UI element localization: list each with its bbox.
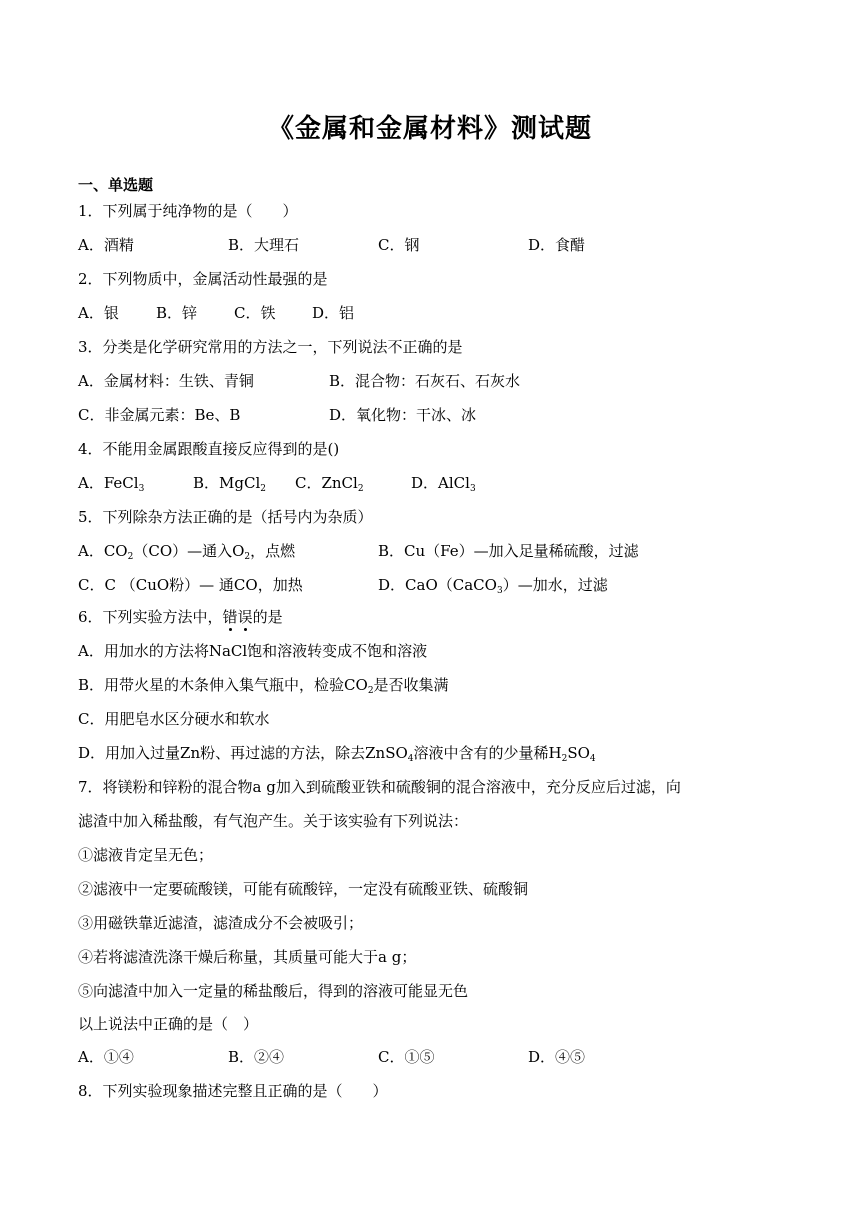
q4-option-b: B．MgCl$_2$	[193, 474, 266, 494]
q1-option-d: D．食醋	[528, 236, 586, 254]
question-7-stem: 7．将镁粉和锌粉的混合物a g加入到硫酸亚铁和硫酸铜的混合溶液中，充分反应后过滤，向	[78, 778, 681, 796]
q3-option-d: D．氧化物：干冰、冰	[329, 406, 477, 424]
q7-option-a: A．①④	[78, 1048, 134, 1066]
q3-option-b: B．混合物：石灰石、石灰水	[329, 372, 521, 390]
q2-option-d: D．铝	[312, 304, 355, 322]
question-3-stem: 3．分类是化学研究常用的方法之一，下列说法不正确的是	[78, 338, 463, 356]
question-8-stem: 8．下列实验现象描述完整且正确的是（ ）	[78, 1082, 388, 1100]
q7-statement-4: ④若将滤渣洗涤干燥后称量，其质量可能大于a g；	[78, 948, 417, 966]
q1-option-b: B．大理石	[228, 236, 300, 254]
q2-option-a: A．银	[78, 304, 119, 322]
q5-option-b: B．Cu（Fe）—加入足量稀硫酸，过滤	[378, 542, 639, 560]
q7-statement-2: ②滤液中一定要硫酸镁，可能有硫酸锌，一定没有硫酸亚铁、硫酸铜	[78, 880, 529, 898]
question-6-stem: 6．下列实验方法中，错误的是	[78, 608, 283, 626]
q5-option-c: C．C （CuO粉）— 通CO，加热	[78, 576, 303, 594]
q4-option-d: D．AlCl$_3$	[411, 474, 476, 494]
q6-option-b: B．用带火星的木条伸入集气瓶中，检验$CO_2$是否收集满	[78, 676, 449, 696]
question-5-stem: 5．下列除杂方法正确的是（括号内为杂质）	[78, 508, 373, 526]
q7-option-c: C．①⑤	[378, 1048, 435, 1066]
q7-option-d: D．④⑤	[528, 1048, 586, 1066]
q6-option-a: A．用加水的方法将NaCl饱和溶液转变成不饱和溶液	[78, 642, 428, 660]
q7-statement-1: ①滤液肯定呈无色；	[78, 846, 214, 864]
q3-option-a: A．金属材料：生铁、青铜	[78, 372, 254, 390]
emphasis-mark: 误	[237, 608, 253, 626]
q7-option-b: B．②④	[228, 1048, 285, 1066]
question-2-stem: 2．下列物质中，金属活动性最强的是	[78, 270, 328, 288]
emphasis-mark: 错	[222, 608, 238, 626]
q7-statement-3: ③用磁铁靠近滤渣，滤渣成分不会被吸引；	[78, 914, 364, 932]
question-7-stem-cont: 滤渣中加入稀盐酸，有气泡产生。关于该实验有下列说法：	[78, 812, 469, 830]
q2-option-c: C．铁	[234, 304, 276, 322]
question-4-stem: 4．不能用金属跟酸直接反应得到的是()	[78, 440, 340, 458]
section-heading: 一、单选题	[78, 176, 154, 194]
question-1-stem: 1．下列属于纯净物的是（ ）	[78, 202, 298, 220]
q1-option-c: C．钢	[378, 236, 420, 254]
q6-option-c: C．用肥皂水区分硬水和软水	[78, 710, 270, 728]
q7-question: 以上说法中正确的是（ ）	[78, 1015, 259, 1033]
q4-option-a: A．FeCl$_3$	[78, 474, 145, 494]
q7-statement-5: ⑤向滤渣中加入一定量的稀盐酸后，得到的溶液可能显无色	[78, 982, 469, 1000]
q5-option-a: A．$CO_2(CO)—$通入$O_2$，点燃	[78, 542, 296, 562]
q5-option-d: D．CaO（CaCO$_3$）—加水，过滤	[378, 576, 608, 596]
q4-option-c: C．ZnCl$_2$	[295, 474, 364, 494]
q2-option-b: B．锌	[156, 304, 198, 322]
page-title: 《金属和金属材料》测试题	[267, 114, 592, 144]
q6-option-d: D．用加入过量Zn粉、再过滤的方法，除去ZnSO$_4$溶液中含有的少量稀$H_2SO_4$	[78, 744, 596, 764]
q1-option-a: A．酒精	[78, 236, 134, 254]
q3-option-c: C．非金属元素：Be、B	[78, 406, 241, 424]
